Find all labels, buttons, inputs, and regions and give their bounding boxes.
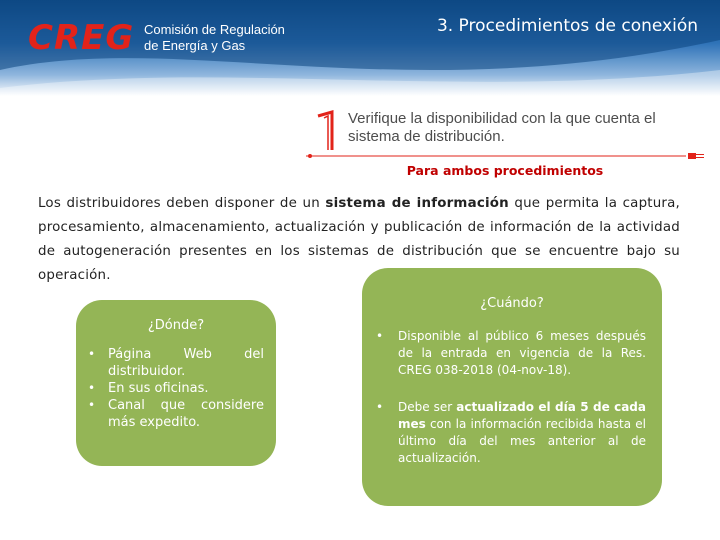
slide-title: 3. Procedimientos de conexión xyxy=(436,16,698,36)
logo-mark: CREG xyxy=(28,18,135,58)
where-item xyxy=(82,380,264,397)
step-underline xyxy=(306,152,706,160)
header-banner xyxy=(0,0,720,96)
intro-bold: sistema de información xyxy=(325,196,509,211)
intro-text-1: Los distribuidores deben disponer de un xyxy=(38,196,326,211)
when-list xyxy=(368,328,646,487)
where-item-text: En sus oficinas. xyxy=(108,381,209,396)
where-item xyxy=(82,346,264,380)
step-text: Verifique la disponibilidad con la que cuenta el sistema de distribución. xyxy=(348,110,656,145)
creg-logo xyxy=(28,18,288,58)
logo-line-1: Comisión de Regulación xyxy=(144,22,285,37)
when-item-2-post: con la información recibida hasta el último día del mes anterior al de actualización. xyxy=(398,417,646,465)
where-list xyxy=(82,346,264,431)
where-item-text: Página Web del distribuidor. xyxy=(108,347,264,379)
when-item-2-bold: actualizado el día 5 de cada mes xyxy=(398,400,646,431)
bullet: • xyxy=(376,329,384,343)
where-item xyxy=(82,397,264,431)
section-subtitle: Para ambos procedimientos xyxy=(406,163,604,178)
when-item xyxy=(368,328,646,379)
bullet: • xyxy=(88,381,96,395)
where-card xyxy=(76,300,276,466)
when-item-1-text: Disponible al público 6 meses después de la entrada en vigencia de la Res. CREG 038-2018 (04-nov-18). xyxy=(398,329,646,377)
logo-text xyxy=(144,22,285,54)
where-title: ¿Dónde? xyxy=(147,318,205,333)
bullet: • xyxy=(88,398,96,412)
when-item xyxy=(368,399,646,467)
step-number-graphic xyxy=(314,110,342,154)
bullet: • xyxy=(376,400,384,414)
step-callout xyxy=(306,108,706,160)
when-item-2-pre: Debe ser xyxy=(398,400,457,414)
when-title: ¿Cuándo? xyxy=(480,296,544,311)
when-card xyxy=(362,268,662,506)
where-item-text: Canal que considere más expedito. xyxy=(108,398,264,430)
logo-line-2: de Energía y Gas xyxy=(144,38,246,53)
intro-text-2: que permita la captura, procesamiento, almacenamiento, actualización y publicación de información de la actividad de autogeneración presentes en los sistemas de distribución que se encuentre bajo su operación. xyxy=(38,196,680,283)
step-number xyxy=(335,135,336,136)
bullet: • xyxy=(88,347,96,361)
